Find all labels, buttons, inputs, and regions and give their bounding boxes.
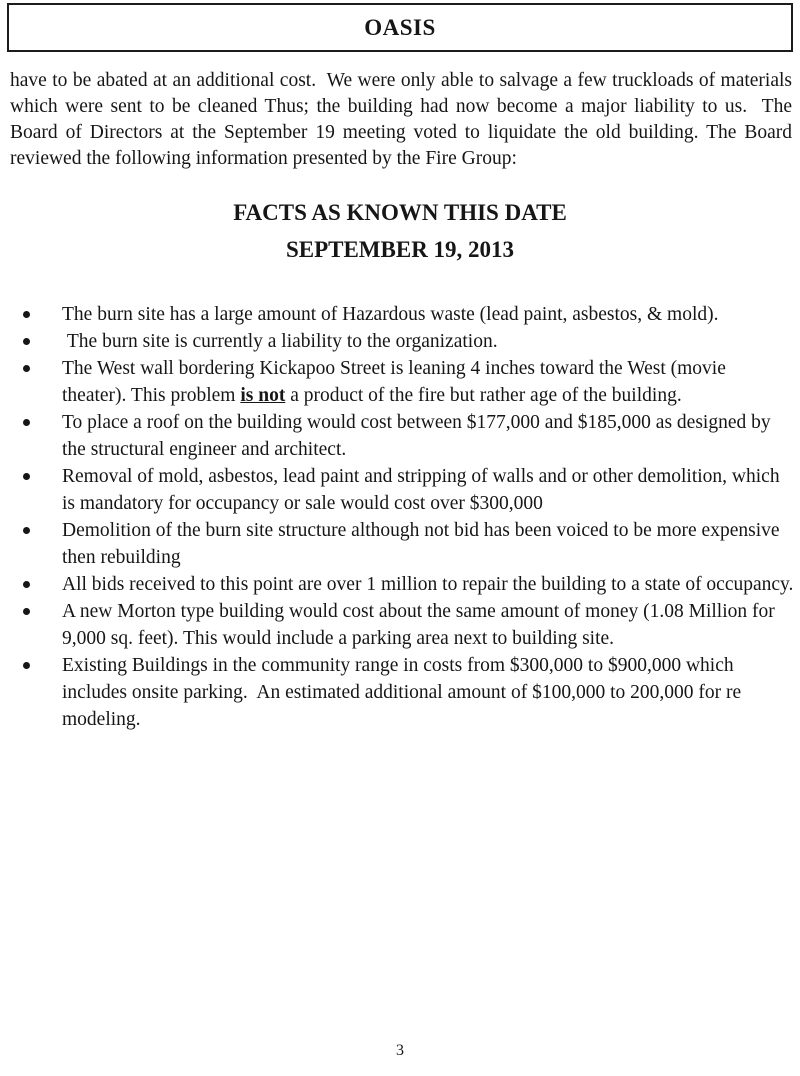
page-number: 3 — [396, 1042, 404, 1059]
facts-list — [0, 301, 794, 733]
bullet-icon — [23, 338, 30, 345]
document-header-box — [7, 3, 793, 52]
fact-text-before: Existing Buildings in the community range in costs from $300,000 to $900,000 which includes onsite parking. An estimated additional amount of $100,000 to 200,000 for re modeling. — [62, 655, 747, 730]
bullet-icon — [23, 473, 30, 480]
fact-text-before: The West wall bordering Kickapoo Street is leaning 4 inches toward the West (movie theater). This problem — [62, 358, 731, 406]
fact-text-after: a product of the fire but rather age of the building. — [285, 385, 682, 406]
bullet-icon — [23, 419, 30, 426]
fact-text-emphasis: is not — [240, 385, 286, 406]
bullet-icon — [23, 608, 30, 615]
fact-item — [0, 652, 794, 733]
bullet-icon — [23, 365, 30, 372]
fact-text-before: A new Morton type building would cost about the same amount of money (1.08 Million for 9,000 sq. feet). This would include a parking area next to building site. — [62, 601, 780, 649]
fact-text-before: The burn site is currently a liability to the organization. — [62, 331, 498, 352]
fact-item — [0, 328, 794, 355]
intro-paragraph: have to be abated at an additional cost. We were only able to salvage a few truckloads of materials which were sent to be cleaned Thus; the building had now become a major liability to us. The Board of Directors at the September 19 meeting voted to liquidate the old building. The Board reviewed the following information presented by the Fire Group: — [10, 70, 797, 169]
fact-item — [0, 355, 794, 409]
section-heading-line2: SEPTEMBER 19, 2013 — [285, 237, 515, 262]
fact-item — [0, 517, 794, 571]
fact-item — [0, 409, 794, 463]
bullet-icon — [23, 581, 30, 588]
fact-text-before: The burn site has a large amount of Hazardous waste (lead paint, asbestos, & mold). — [62, 304, 719, 325]
fact-text-before: To place a roof on the building would cost between $177,000 and $185,000 as designed by the structural engineer and architect. — [62, 412, 776, 460]
fact-text-before: Removal of mold, asbestos, lead paint and stripping of walls and or other demolition, which is mandatory for occupancy or sale would cost over $300,000 — [62, 466, 785, 514]
fact-text-before: Demolition of the burn site structure although not bid has been voiced to be more expensive then rebuilding — [62, 520, 785, 568]
document-title: OASIS — [364, 14, 436, 40]
bullet-icon — [23, 311, 30, 318]
fact-item — [0, 463, 794, 517]
fact-item — [0, 301, 794, 328]
section-heading-line1: FACTS AS KNOWN THIS DATE — [233, 200, 567, 225]
bullet-icon — [23, 527, 30, 534]
fact-text-before: All bids received to this point are over 1 million to repair the building to a state of occupancy. — [62, 574, 794, 595]
fact-item — [0, 598, 794, 652]
bullet-icon — [23, 662, 30, 669]
fact-item — [0, 571, 794, 598]
